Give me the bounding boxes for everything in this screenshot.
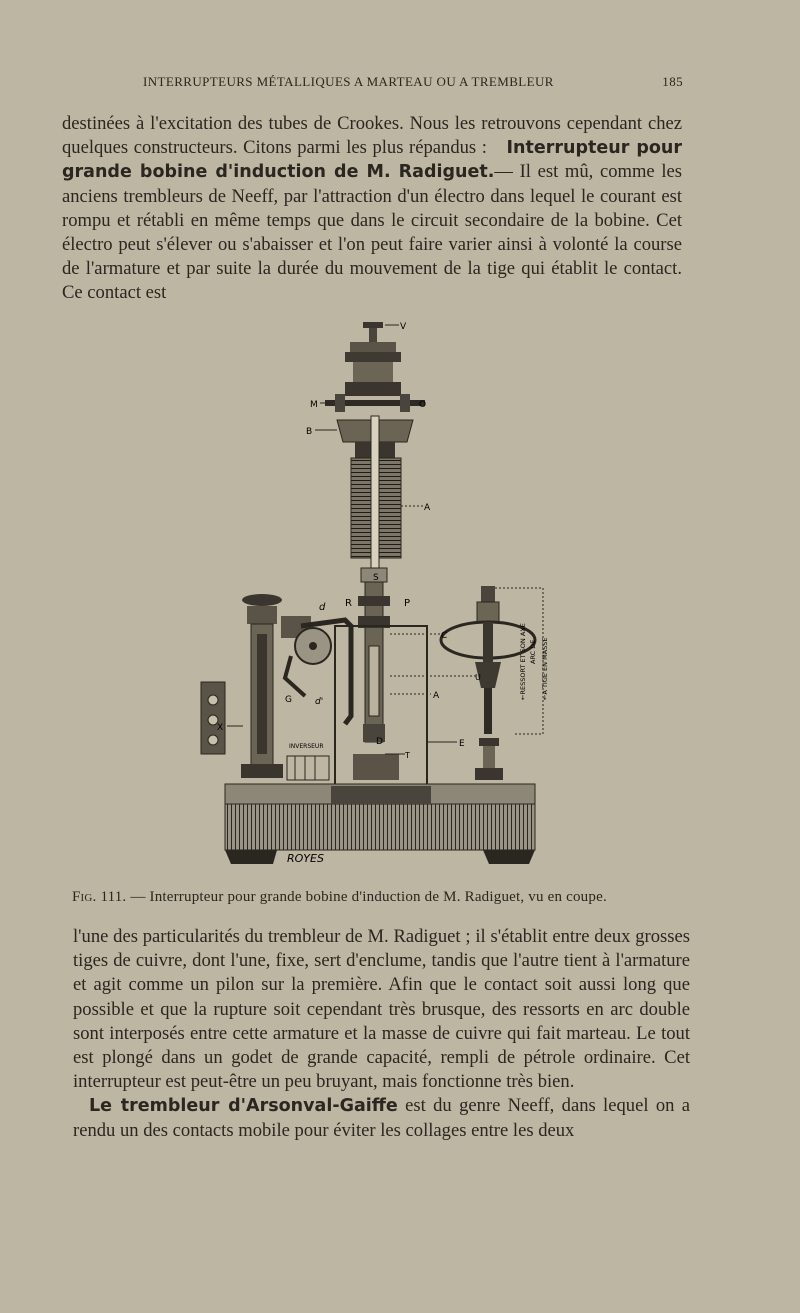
paragraph-2-tail: est du genre Neeff, dans lequel on a rendu un des contacts mobile pour éviter les collages entre les deux: [73, 1095, 690, 1141]
engraver-signature: ROYES: [287, 852, 324, 865]
label-A-mid: A: [433, 691, 440, 701]
label-M: M: [310, 400, 318, 410]
side-text-tige: ←A TIGE EN MASSE: [541, 637, 549, 700]
paragraph-1: [62, 112, 682, 306]
side-text-ressort: ←RESSORT ET SON AXE: [519, 623, 527, 700]
label-inverseur: INVERSEUR: [289, 743, 324, 750]
label-V: V: [400, 322, 407, 332]
figure-caption: [72, 889, 692, 906]
running-head-title: INTERRUPTEURS MÉTALLIQUES A MARTEAU OU A TREMBLEUR: [143, 74, 554, 89]
label-d: d: [319, 602, 326, 613]
label-O: O: [419, 400, 427, 410]
paragraph-1-body: — Il est mû, comme les anciens trembleurs de Neeff, par l'attraction d'un électro dans lequel le courant est rompu et rétabli en même temps que dans le circuit secondaire de la bobine. Cet électro peut s'élever ou s'abaisser et l'on peut faire varier ainsi à volonté la course de l'armature et par suite la durée du mouvement de la tige qui établit le contact. Ce contact est: [62, 161, 682, 304]
paragraph-2: [73, 925, 690, 1143]
base-body: [225, 804, 535, 850]
page-number: 185: [662, 74, 683, 89]
interrupter-illustration: [195, 316, 555, 876]
paragraph-1-lead: destinées à l'excitation des tubes de Crookes. Nous les retrouvons cependant chez quelques constructeurs. Citons parmi les plus répandus :: [62, 113, 682, 159]
label-A-top: A: [424, 503, 431, 513]
paragraph-2-body: l'une des particularités du trembleur de M. Radiguet ; il s'établit entre deux grosses tiges de cuivre, dont l'une, fixe, sert d'enclume, tandis que l'autre tient à l'armature et agit comme un pilon sur la première. Afin que le contact soit aussi long que possible et que la rupture soit cependant très brusque, des ressorts en arc double sont interposés entre cette armature et la masse de cuivre qui fait marteau. Le tout est plongé dans un godet de grande capacité, rempli de pétrole ordinaire. Cet interrupteur est peut-être un peu bruyant, mais fonctionne très bien.: [73, 926, 690, 1093]
section-heading-arsonval: Le trembleur d'Arsonval-Gaiffe: [89, 1096, 398, 1117]
label-T: T: [405, 751, 410, 760]
label-P: P: [404, 598, 411, 609]
label-G: G: [285, 695, 292, 705]
label-S: S: [373, 573, 379, 583]
label-C: C: [441, 631, 448, 641]
figure-number: Fig. 111.: [72, 889, 127, 905]
label-U: U: [475, 673, 481, 682]
figure-111: [195, 316, 555, 876]
label-d-prime: d': [315, 697, 324, 707]
label-X: X: [217, 723, 224, 733]
running-head: [143, 74, 683, 90]
label-B: B: [306, 427, 313, 437]
section-heading-radiguet: Interrupteur pour grande bobine d'induction de M. Radiguet.: [62, 138, 682, 183]
label-E: E: [459, 739, 465, 749]
label-D: D: [376, 737, 383, 747]
side-text-arc: ARC DE: [529, 639, 537, 664]
top-screw: [363, 322, 383, 328]
caption-text: — Interrupteur pour grande bobine d'induction de M. Radiguet, vu en coupe.: [130, 889, 607, 905]
label-R: R: [345, 598, 352, 609]
